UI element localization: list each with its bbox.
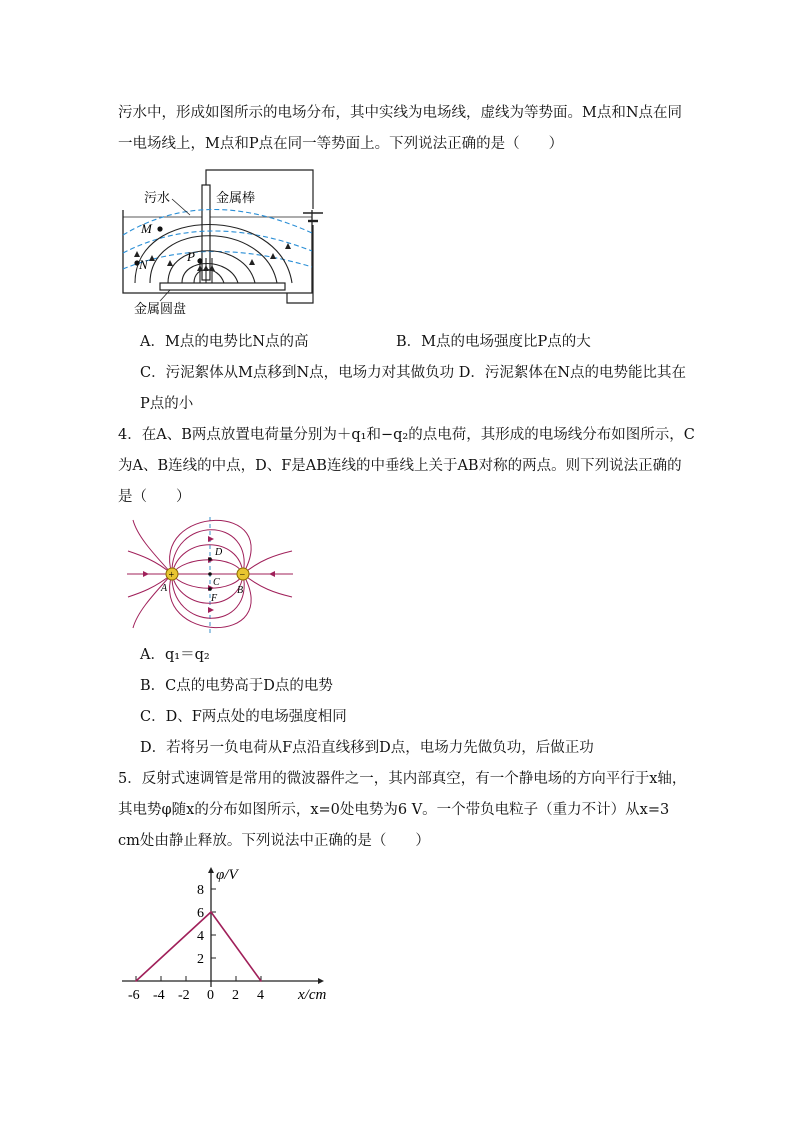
x-axis-label: x/cm <box>298 987 327 1003</box>
q3-line-1: 污水中，形成如图所示的电场分布，其中实线为电场线，虚线为等势面。M点和N点在同 <box>118 105 683 121</box>
y-axis-arrow <box>208 867 214 873</box>
q5-line-2: 其电势φ随x的分布如图所示，x=0处电势为6 V。一个带负电粒子（重力不计）从x=3 <box>118 802 670 818</box>
label-sewage: 污水 <box>144 190 171 205</box>
label-rod: 金属棒 <box>216 190 256 205</box>
label-P: P <box>187 249 195 264</box>
label-disk: 金属圆盘 <box>134 301 187 316</box>
label-F: F <box>211 593 218 604</box>
y-tick-label: 8 <box>197 883 204 898</box>
x-tick-label: -4 <box>153 988 165 1003</box>
q4-option-c[interactable]: C．D、F两点处的电场强度相同 <box>140 709 347 725</box>
x-axis-arrow <box>318 978 324 984</box>
y-axis-label: φ/V <box>216 867 238 883</box>
data-point <box>210 911 212 913</box>
q3-line-2: 一电场线上，M点和P点在同一等势面上。下列说法正确的是（ ） <box>118 136 564 152</box>
charge-B-sign: − <box>239 570 246 581</box>
data-point <box>135 980 137 982</box>
label-N: N <box>139 257 148 272</box>
q4-option-d[interactable]: D．若将另一负电荷从F点沿直线移到D点，电场力先做负功，后做正功 <box>140 740 594 756</box>
q5-line-1: 5．反射式速调管是常用的微波器件之一，其内部真空，有一个静电场的方向平行于x轴， <box>118 771 687 787</box>
y-tick-label: 6 <box>197 906 204 921</box>
q3-option-b[interactable]: B．M点的电场强度比P点的大 <box>396 334 591 350</box>
x-tick-label: 4 <box>257 988 264 1003</box>
x-tick-label: -6 <box>128 988 140 1003</box>
q3-figure <box>120 165 325 320</box>
potential-line <box>136 912 261 981</box>
q4-line-1: 4．在A、B两点放置电荷量分别为＋q₁和−q₂的点电荷，其形成的电场线分布如图所示，C <box>118 427 695 443</box>
y-tick-label: 4 <box>197 929 204 944</box>
label-D: D <box>215 547 223 558</box>
q4-option-b[interactable]: B．C点的电势高于D点的电势 <box>140 678 333 694</box>
q5-potential-chart <box>118 865 348 1005</box>
x-tick-label: 2 <box>232 988 239 1003</box>
q3-option-d-cont: P点的小 <box>140 396 194 412</box>
q4-line-2: 为A、B连线的中点，D、F是AB连线的中垂线上关于AB对称的两点。则下列说法正确的 <box>118 458 682 474</box>
charge-A-sign: + <box>168 570 175 581</box>
point-C <box>208 572 212 576</box>
q4-line-3: 是（ ） <box>118 489 191 505</box>
point-F <box>208 587 212 591</box>
q3-option-c-d[interactable]: C．污泥絮体从M点移到N点，电场力对其做负功 D．污泥絮体在N点的电势能比其在 <box>140 365 687 381</box>
metal-disk <box>160 283 285 290</box>
point-D <box>208 557 212 561</box>
q4-figure <box>125 515 295 635</box>
label-B: B <box>237 585 244 596</box>
x-tick-label: 0 <box>207 988 214 1003</box>
q4-option-a[interactable]: A．q₁＝q₂ <box>140 647 210 663</box>
label-C: C <box>213 577 220 588</box>
q5-line-3: cm处由静止释放。下列说法中正确的是（ ） <box>118 833 430 849</box>
point-P <box>197 258 202 263</box>
x-tick-label: -2 <box>178 988 190 1003</box>
q3-option-a[interactable]: A．M点的电势比N点的高 <box>140 334 309 350</box>
label-A: A <box>161 583 168 594</box>
y-tick-label: 2 <box>197 952 204 967</box>
data-point <box>260 980 262 982</box>
label-M: M <box>141 221 152 236</box>
point-M <box>157 226 162 231</box>
